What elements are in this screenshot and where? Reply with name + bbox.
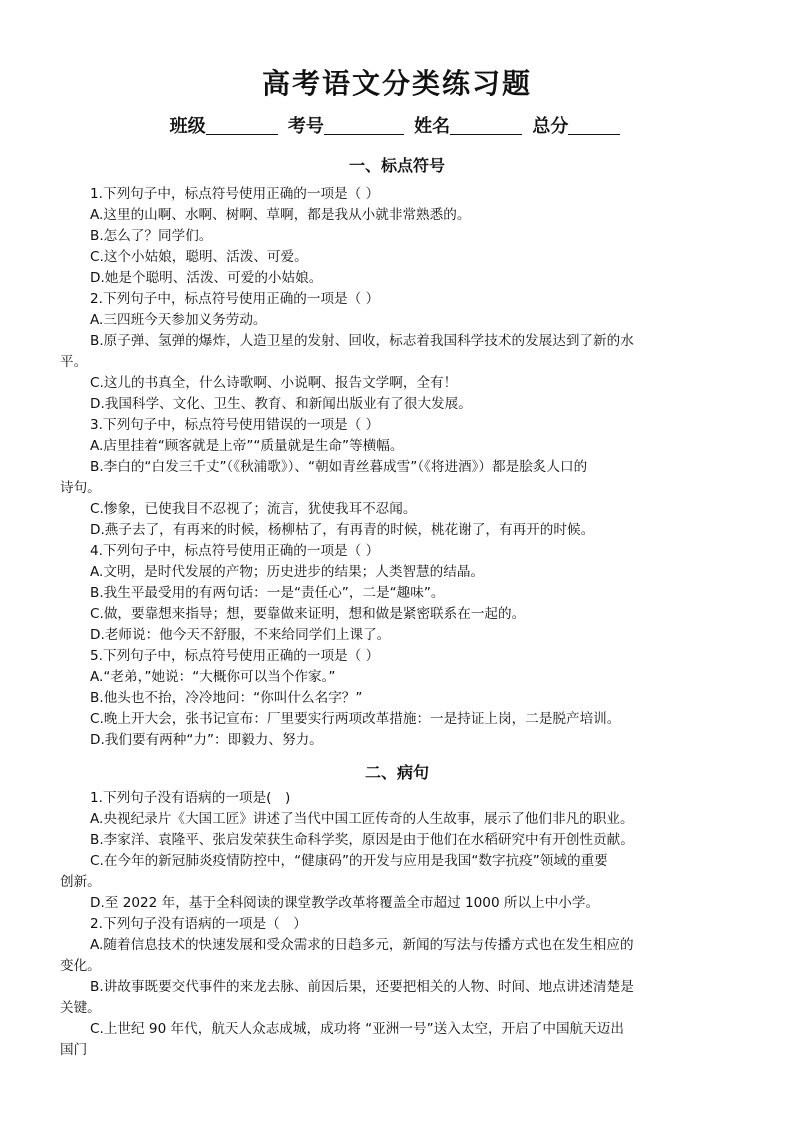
option-line: C.这个小姑娘，聪明、活泼、可爱。 — [90, 249, 308, 265]
option-line: C.做，要靠想来指导；想，要靠做来证明，想和做是紧密联系在一起的。 — [90, 606, 526, 622]
option-line: B.李白的“白发三千丈”（《秋浦歌》）、“朝如青丝暮成雪”（《将进酒》）都是脍炙人口的 — [90, 459, 588, 475]
option-line-continued: 国门 — [60, 1042, 88, 1058]
page-title: 高考语文分类练习题 — [261, 67, 532, 100]
option-line-continued: 平。 — [60, 354, 88, 370]
option-line-continued: 创新。 — [60, 874, 101, 890]
score-label: 总分 — [532, 116, 569, 137]
section-title-punctuation: 一、标点符号 — [348, 156, 445, 175]
option-line-continued: 诗句。 — [60, 480, 101, 496]
question-line: 5.下列句子中，标点符号使用正确的一项是（ ） — [90, 648, 380, 664]
option-line: D.她是个聪明、活泼、可爱的小姑娘。 — [90, 270, 323, 286]
option-line: A.央视纪录片《大国工匠》讲述了当代中国工匠传奇的人生故事，展示了他们非凡的职业。 — [90, 811, 634, 827]
question-line: 2.下列句子没有语病的一项是（ ） — [90, 916, 307, 932]
class-blank — [206, 116, 278, 135]
score-blank — [568, 116, 620, 135]
option-line: A.店里挂着“顾客就是上帝”“质量就是生命”等横幅。 — [90, 438, 404, 454]
section-punctuation-body — [60, 184, 735, 751]
option-line: A.三四班今天参加义务劳动。 — [90, 312, 267, 328]
option-line: D.我们要有两种“力”：即毅力、努力。 — [90, 732, 323, 748]
name-blank — [450, 116, 522, 135]
option-line: C.在今年的新冠肺炎疫情防控中，“健康码”的开发与应用是我国“数字抗疫”领域的重要 — [90, 853, 608, 869]
section-title-grammar: 二、病句 — [364, 763, 429, 782]
option-line: B.他头也不抬，冷冷地问：“你叫什么名字？” — [90, 690, 363, 706]
question-line: 2.下列句子中，标点符号使用正确的一项是（ ） — [90, 291, 380, 307]
option-line: B.我生平最受用的有两句话：一是“责任心”，二是“趣味”。 — [90, 585, 445, 601]
option-line: C.上世纪 90 年代，航天人众志成城，成功将 “亚洲一号”送入太空，开启了中国航天迈出 — [90, 1021, 624, 1037]
exam-no-label: 考号 — [287, 116, 324, 137]
option-line: A.随着信息技术的快速发展和受众需求的日趋多元，新闻的写法与传播方式也在发生相应的 — [90, 937, 634, 953]
option-line: A.“老弟，”她说：“大概你可以当个作家。” — [90, 669, 336, 685]
exam-no-blank — [324, 116, 404, 135]
option-line-continued: 变化。 — [60, 958, 101, 974]
student-info-row — [0, 112, 794, 138]
question-line: 1.下列句子没有语病的一项是( ) — [90, 790, 291, 806]
option-line: B.原子弹、氢弹的爆炸，人造卫星的发射、回收，标志着我国科学技术的发展达到了新的水 — [90, 333, 634, 349]
option-line: D.老师说：他今天不舒服，不来给同学们上课了。 — [90, 627, 391, 643]
option-line: A.文明，是时代发展的产物；历史进步的结果；人类智慧的结晶。 — [90, 564, 485, 580]
question-line: 1.下列句子中，标点符号使用正确的一项是（ ） — [90, 186, 380, 202]
option-line: C.这儿的书真全，什么诗歌啊、小说啊、报告文学啊，全有！ — [90, 375, 458, 391]
question-line: 3.下列句子中，标点符号使用错误的一项是（ ） — [90, 417, 380, 433]
option-line: B.怎么了？同学们。 — [90, 228, 213, 244]
option-line: C.晚上开大会，张书记宣布：厂里要实行两项改革措施：一是持证上岗，二是脱产培训。 — [90, 711, 621, 727]
question-line: 4.下列句子中，标点符号使用正确的一项是（ ） — [90, 543, 380, 559]
option-line: D.燕子去了，有再来的时候，杨柳枯了，有再青的时候，桃花谢了，有再开的时候。 — [90, 522, 595, 538]
class-label: 班级 — [169, 116, 206, 137]
name-label: 姓名 — [414, 116, 451, 137]
option-line: D.我国科学、文化、卫生、教育、和新闻出版业有了很大发展。 — [90, 396, 472, 412]
option-line: D.至 2022 年，基于全科阅读的课堂教学改革将覆盖全市超过 1000 所以上中小学。 — [90, 895, 600, 911]
option-line: A.这里的山啊、水啊、树啊、草啊，都是我从小就非常熟悉的。 — [90, 207, 471, 223]
section-grammar-body — [60, 788, 735, 1061]
option-line: B.讲故事既要交代事件的来龙去脉、前因后果，还要把相关的人物、时间、地点讲述清楚是 — [90, 979, 634, 995]
option-line: C.惨象，已使我目不忍视了；流言，犹使我耳不忍闻。 — [90, 501, 417, 517]
option-line-continued: 关键。 — [60, 1000, 101, 1016]
option-line: B.李家洋、袁隆平、张启发荣获生命科学奖，原因是由于他们在水稻研究中有开创性贡献。 — [90, 832, 634, 848]
